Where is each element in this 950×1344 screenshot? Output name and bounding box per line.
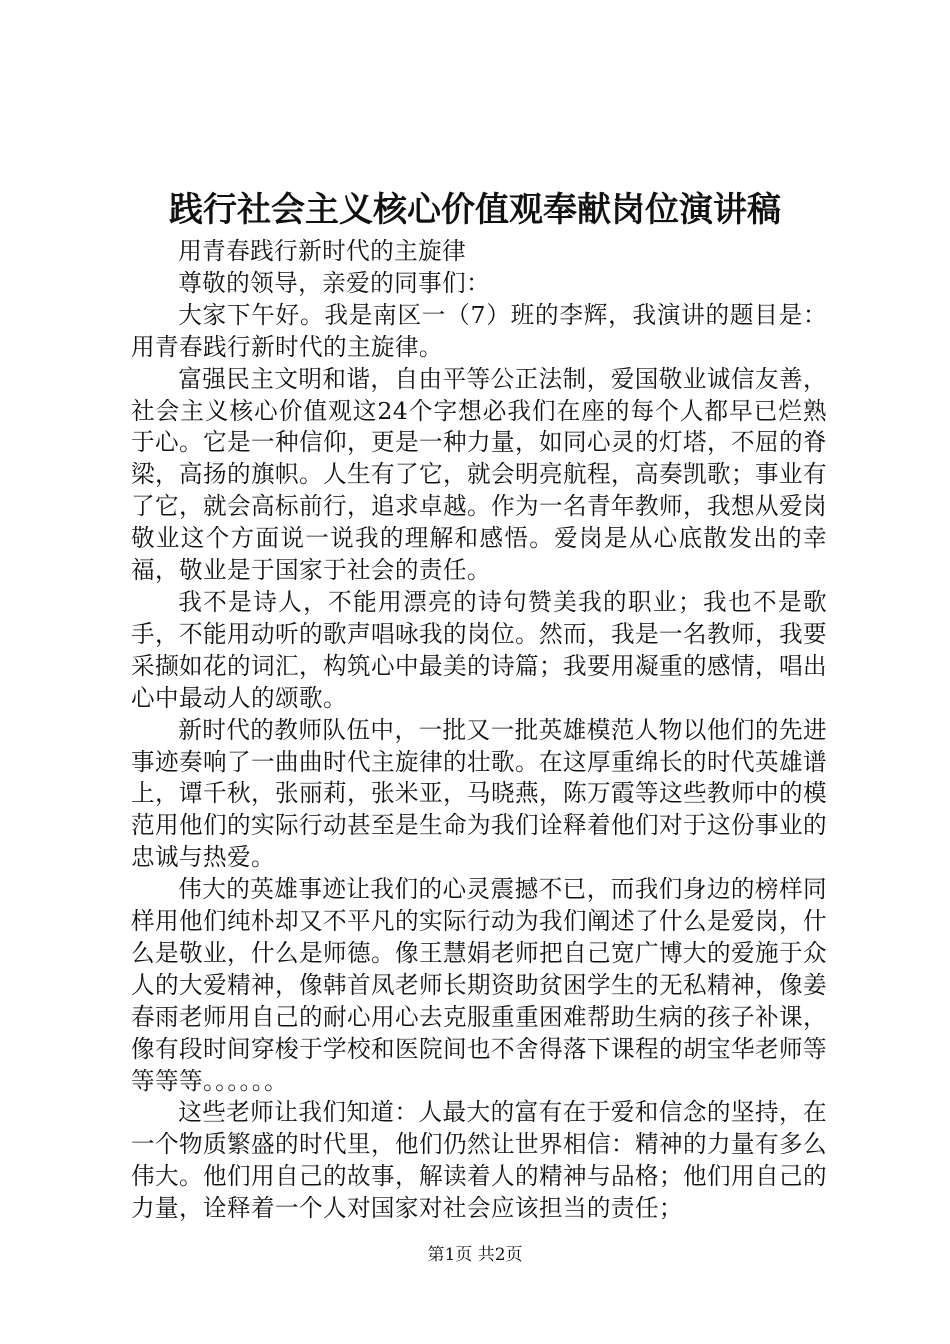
body-paragraph: 大家下午好。我是南区一（7）班的李辉，我演讲的题目是：用青春践行新时代的主旋律。 bbox=[131, 300, 827, 361]
page-number-footer: 第1页 共2页 bbox=[427, 1245, 523, 1265]
body-paragraph: 富强民主文明和谐，自由平等公正法制，爱国敬业诚信友善，社会主义核心价值观这24个字想必我们在座的每个人都早已烂熟于心。它是一种信仰，更是一种力量，如同心灵的灯塔，不屈的脊梁，高扬的旗帜。人生有了它，就会明亮航程，高奏凯歌；事业有了它，就会高标前行，追求卓越。作为一名青年教师，我想从爱岗敬业这个方面说一说我的理解和感悟。爱岗是从心底散发出的幸福，敬业是于国家于社会的责任。 bbox=[131, 364, 827, 585]
document-title: 践行社会主义核心价值观奉献岗位演讲稿 bbox=[169, 190, 781, 230]
subtitle-paragraph: 用青春践行新时代的主旋律 bbox=[178, 237, 467, 265]
body-paragraph: 新时代的教师队伍中，一批又一批英雄模范人物以他们的先进事迹奏响了一曲曲时代主旋律的壮歌。在这厚重绵长的时代英雄谱上，谭千秋，张丽莉，张米亚，马晓燕，陈万霞等这些教师中的模范用他们的实际行动甚至是生命为我们诠释着他们对于这份事业的忠诚与热爱。 bbox=[131, 715, 827, 872]
salutation-paragraph: 尊敬的领导，亲爱的同事们： bbox=[178, 268, 491, 297]
body-paragraph: 我不是诗人，不能用漂亮的诗句赞美我的职业；我也不是歌手，不能用动听的歌声唱咏我的岗位。然而，我是一名教师，我要采撷如花的词汇，构筑心中最美的诗篇；我要用凝重的感情，唱出心中最动人的颂歌。 bbox=[131, 587, 827, 712]
body-paragraph: 这些老师让我们知道：人最大的富有在于爱和信念的坚持，在一个物质繁盛的时代里，他们仍然让世界相信：精神的力量有多么伟大。他们用自己的故事，解读着人的精神与品格；他们用自己的力量，诠释着一个人对国家对社会应该担当的责任； bbox=[131, 1098, 827, 1223]
body-paragraph: 伟大的英雄事迹让我们的心灵震撼不已，而我们身边的榜样同样用他们纯朴却又不平凡的实际行动为我们阐述了什么是爱岗，什么是敬业，什么是师德。像王慧娟老师把自己宽广博大的爱施于众人的大爱精神，像韩首凤老师长期资助贫困学生的无私精神，像姜春雨老师用自己的耐心用心去克服重重困难帮助生病的孩子补课，像有段时间穿梭于学校和医院间也不舍得落下课程的胡宝华老师等等等等。。。。。。 bbox=[131, 875, 827, 1095]
document-body bbox=[131, 236, 827, 1225]
